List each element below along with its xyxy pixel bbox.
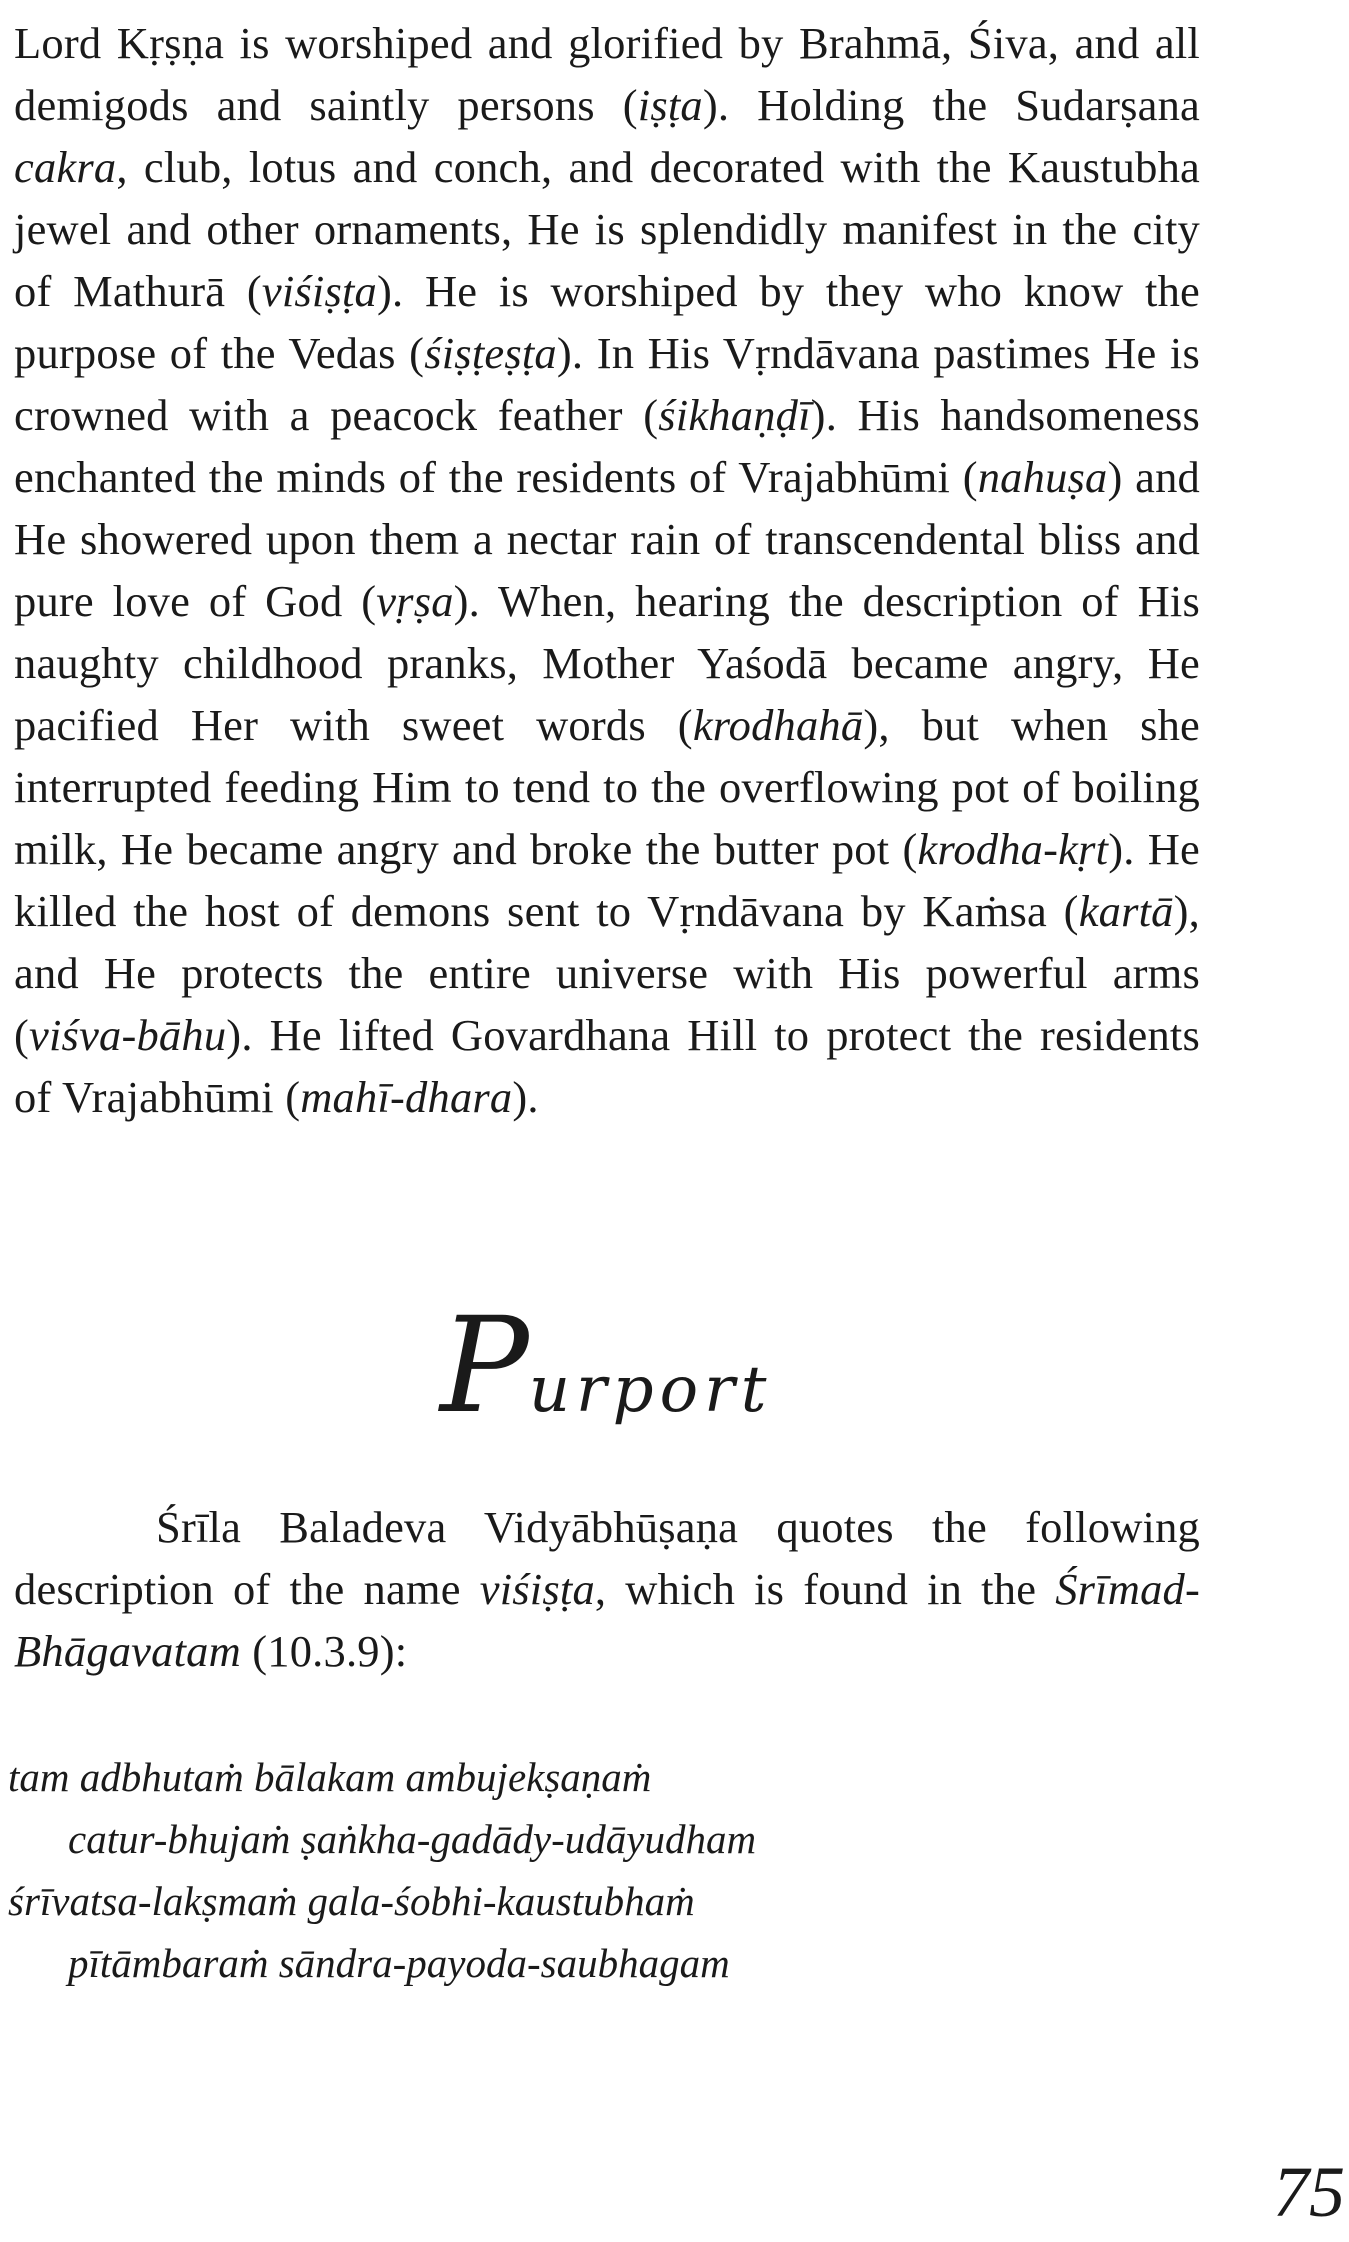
italic-term: viśiṣṭa bbox=[261, 266, 378, 316]
purport-paragraph bbox=[14, 1496, 1200, 1682]
italic-term: mahī-dhara bbox=[300, 1072, 513, 1122]
italic-term: Śrīmad-Bhāgavatam bbox=[14, 1564, 1200, 1676]
text-run: ), and He protects the entire universe with His powerful arms ( bbox=[14, 886, 1200, 1060]
italic-term: vṛṣa bbox=[376, 576, 454, 626]
italic-term: krodha-kṛt bbox=[917, 824, 1109, 874]
heading-initial: P bbox=[440, 1289, 529, 1443]
sanskrit-verse bbox=[8, 1746, 1208, 1994]
text-run: ). He is worshiped by they who know the purpose of the Vedas ( bbox=[14, 266, 1201, 378]
text-run: ) and He showered upon them a nectar rain of transcendental bliss and pure love of God ( bbox=[14, 452, 1200, 626]
verse-line: pītāmbaraṁ sāndra-payoda-saubhagam bbox=[68, 1940, 730, 1986]
verse-line: catur-bhujaṁ ṣaṅkha-gadādy-udāyudham bbox=[68, 1816, 757, 1862]
page-number: 75 bbox=[1273, 2152, 1345, 2232]
text-run: ). He killed the host of demons sent to Vṛndāvana by Kaṁsa ( bbox=[14, 824, 1200, 936]
italic-term: śikhaṇḍī bbox=[658, 390, 811, 440]
text-run: , club, lotus and conch, and decorated with the Kaustubha jewel and other ornaments, He is splendidly manifest in the city of Mathurā ( bbox=[14, 142, 1200, 316]
text-run: Lord Kṛṣṇa is worshiped and glorified by Brahmā, Śiva, and all demigods and saintly persons ( bbox=[14, 18, 1200, 130]
text-run: ). In His Vṛndāvana pastimes He is crowned with a peacock feather ( bbox=[14, 328, 1200, 440]
italic-term: iṣṭa bbox=[637, 80, 703, 130]
italic-term: viśva-bāhu bbox=[29, 1010, 227, 1060]
italic-term: śiṣṭeṣṭa bbox=[424, 328, 557, 378]
verse-line: tam adbhutaṁ bālakam ambujekṣaṇaṁ bbox=[8, 1754, 652, 1800]
text-run: ). Holding the Sudarṣana bbox=[702, 80, 1200, 130]
text-run: (10.3.9): bbox=[240, 1626, 408, 1676]
text-run: ). When, hearing the description of His naughty childhood pranks, Mother Yaśodā became angry, He pacified Her with sweet words ( bbox=[14, 576, 1200, 750]
main-paragraph bbox=[14, 12, 1200, 1128]
section-heading-purport bbox=[440, 1289, 773, 1443]
italic-term: cakra bbox=[14, 142, 117, 192]
italic-term: krodhahā bbox=[692, 700, 864, 750]
italic-term: nahuṣa bbox=[977, 452, 1108, 502]
italic-term: viśiṣṭa bbox=[479, 1564, 595, 1614]
text-run: ), but when she interrupted feeding Him to tend to the overflowing pot of boiling milk, He became angry and broke the butter pot ( bbox=[14, 700, 1201, 874]
text-run: Śrīla Baladeva Vidyābhūṣaṇa quotes the following description of the name bbox=[14, 1502, 1200, 1614]
text-run: ). His handsomeness enchanted the minds of the residents of Vrajabhūmi ( bbox=[14, 390, 1200, 502]
heading-rest: urport bbox=[528, 1353, 773, 1427]
text-run: ). He lifted Govardhana Hill to protect the residents of Vrajabhūmi ( bbox=[14, 1010, 1200, 1122]
verse-line: śrīvatsa-lakṣmaṁ gala-śobhi-kaustubhaṁ bbox=[8, 1878, 695, 1924]
text-run: , which is found in the bbox=[594, 1564, 1056, 1614]
italic-term: kartā bbox=[1078, 886, 1174, 936]
text-run: ). bbox=[512, 1072, 539, 1122]
